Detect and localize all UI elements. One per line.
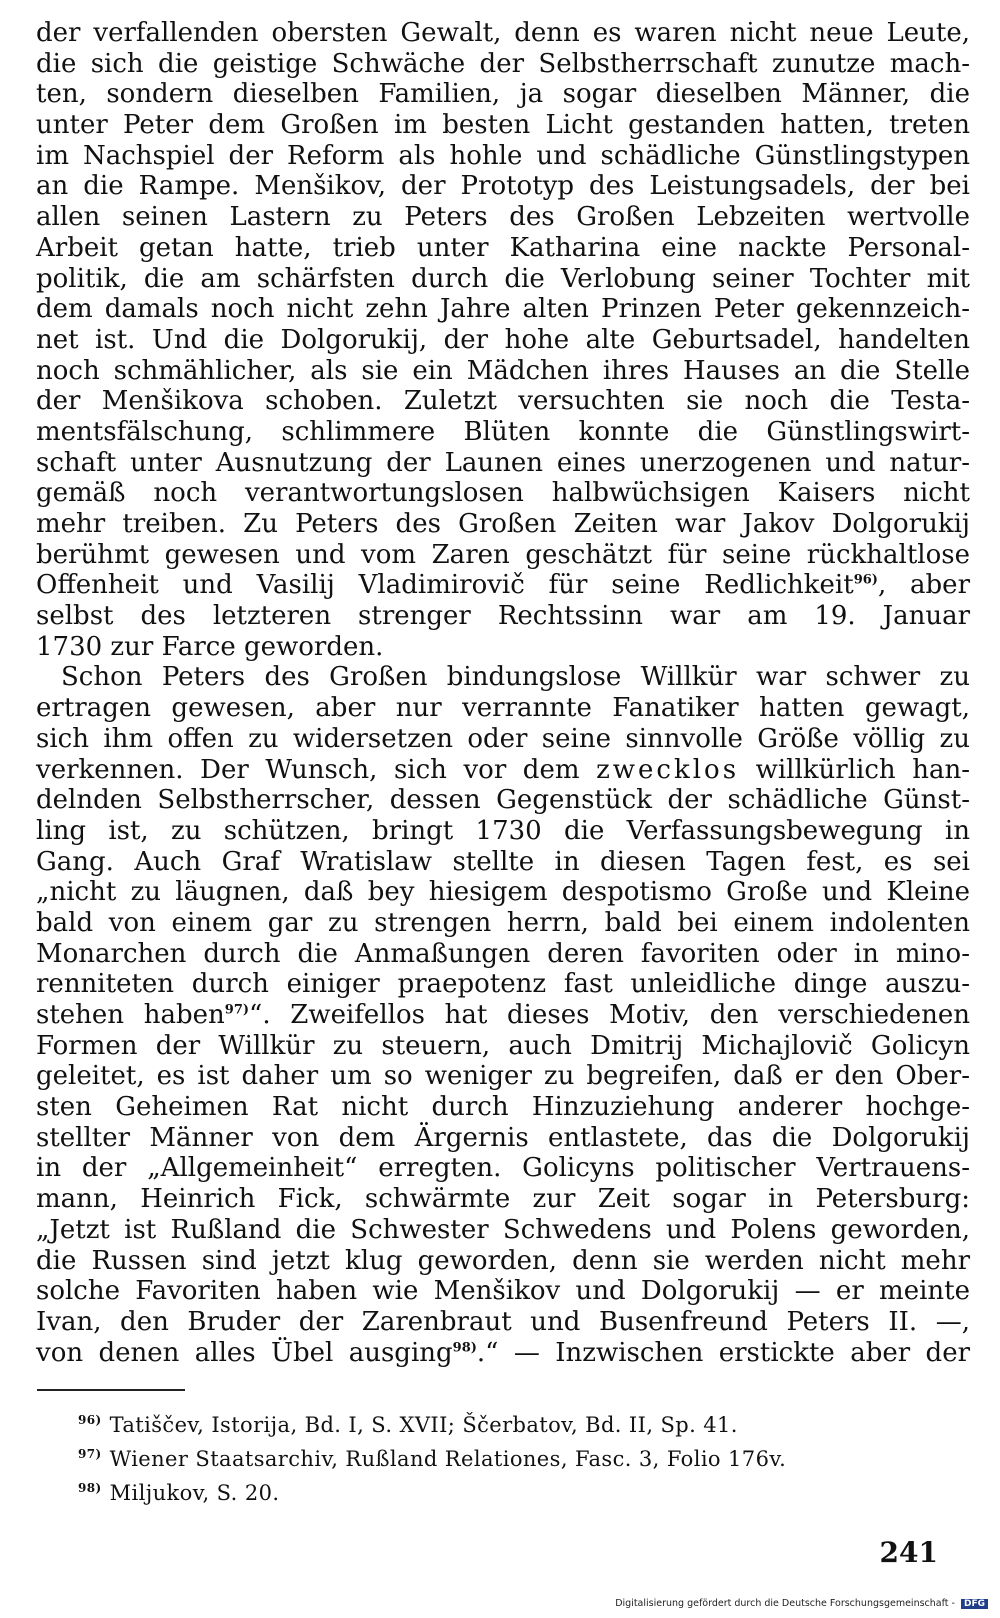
footnotes (78, 1406, 958, 1508)
text-line: mentsfälschung, schlimmere Blüten konnte die Günstlingswirt- (36, 416, 970, 447)
text-line: im Nachspiel der Reform als hohle und schädliche Günstlingstypen (36, 140, 970, 171)
dfg-logo: DFG (961, 1599, 988, 1609)
text-line: die Russen sind jetzt klug geworden, denn sie werden nicht mehr (36, 1245, 970, 1276)
text-line: solche Favoriten haben wie Menšikov und Dolgorukij — er meinte (36, 1276, 970, 1307)
text-line (36, 570, 970, 601)
text-line: ertragen gewesen, aber nur verrannte Fanatiker hatten gewagt, (36, 693, 970, 724)
text-line (36, 755, 970, 786)
text-line: stellter Männer von dem Ärgernis entlastete, das die Dolgorukij (36, 1122, 970, 1153)
text-line: Schon Peters des Großen bindungslose Willkür war schwer zu (61, 662, 970, 693)
text-line: renniteten durch einiger praepotenz fast unleidliche dinge auszu- (36, 969, 970, 1000)
text-line: Gang. Auch Graf Wratislaw stellte in diesen Tagen fest, es sei (36, 846, 970, 877)
text-line: unter Peter dem Großen im besten Licht gestanden hatten, treten (36, 110, 970, 141)
text-segment: stehen haben (36, 1000, 225, 1030)
text-line: noch schmählicher, als sie ein Mädchen ihres Hauses an die Stelle (36, 355, 970, 386)
text-line: Formen der Willkür zu steuern, auch Dmitrij Michajlovič Golicyn (36, 1030, 970, 1061)
footnote-text: Tatiščev, Istorija, Bd. I, S. XVII; Ščerbatov, Bd. II, Sp. 41. (109, 1413, 738, 1437)
footnote-text: Wiener Staatsarchiv, Rußland Relationes, Fasc. 3, Folio 176v. (109, 1447, 787, 1471)
text-line: Ivan, den Bruder der Zarenbraut und Busenfreund Peters II. —, (36, 1306, 970, 1337)
text-line: gemäß noch verantwortungslosen halbwüchsigen Kaisers nicht (36, 478, 970, 509)
paragraph-1-lines (36, 18, 970, 570)
footnote-number: 98) (78, 1481, 102, 1495)
footnote-96 (78, 1406, 958, 1440)
text-line: selbst des letzteren strenger Rechtssinn war am 19. Januar (36, 601, 970, 632)
text-line: dem damals noch nicht zehn Jahre alten Prinzen Peter gekennzeich- (36, 294, 970, 325)
text-line: mann, Heinrich Fick, schwärmte zur Zeit sogar in Petersburg: (36, 1184, 970, 1215)
text-line: 1730 zur Farce geworden. (36, 631, 384, 662)
emphasized-word: zwecklos (596, 754, 740, 785)
footnote-number: 96) (78, 1413, 102, 1427)
text-segment: , aber (877, 570, 970, 601)
text-line: schaft unter Ausnutzung der Launen eines unerzogenen und natur- (36, 447, 970, 478)
text-line: ten, sondern dieselben Familien, ja sogar dieselben Männer, die (36, 79, 970, 110)
footnote-number: 97) (78, 1447, 102, 1461)
credit-text: Digitalisierung gefördert durch die Deutsche Forschungsgemeinschaft (615, 1598, 949, 1609)
text-line: „Jetzt ist Rußland die Schwester Schwedens und Polens geworden, (36, 1214, 970, 1245)
text-line: allen seinen Lastern zu Peters des Großen Lebzeiten wertvolle (36, 202, 970, 233)
footnote-ref-96[interactable]: 96) (853, 572, 878, 588)
text-segment: willkürlich han- (739, 754, 970, 785)
text-line: geleitet, es ist daher um so weniger zu begreifen, daß er den Ober- (36, 1061, 970, 1092)
text-segment: .“ — Inzwischen erstickte aber der (476, 1337, 971, 1368)
text-line: der verfallenden obersten Gewalt, denn es waren nicht neue Leute, (36, 18, 970, 48)
footnote-ref-97[interactable]: 97) (224, 1002, 250, 1018)
text-segment: Offenheit und Vasilij Vladimirovič für seine Redlichkeit (36, 570, 854, 601)
text-segment: verkennen. Der Wunsch, sich vor dem (36, 754, 597, 785)
footnote-divider (37, 1389, 185, 1391)
text-segment: “. Zweifellos hat dieses Motiv, den verschiedenen (249, 1000, 970, 1030)
text-line: ling ist, zu schützen, bringt 1730 die Verfassungsbewegung in (36, 815, 970, 846)
credit-separator: - (948, 1598, 958, 1609)
footnote-98 (78, 1474, 958, 1508)
text-line (36, 1338, 970, 1369)
digitization-credit (615, 1598, 988, 1609)
footnote-text: Miljukov, S. 20. (109, 1481, 280, 1505)
paragraph-2-lines-a (36, 662, 970, 754)
text-line: sich ihm offen zu widersetzen oder seine sinnvolle Größe völlig zu (36, 723, 970, 754)
footnote-ref-98[interactable]: 98) (452, 1339, 477, 1355)
text-line: delnden Selbstherrscher, dessen Gegenstück der schädliche Günst- (36, 785, 970, 816)
text-line: politik, die am schärfsten durch die Verlobung seiner Tochter mit (36, 263, 970, 294)
text-line: net ist. Und die Dolgorukij, der hohe alte Geburtsadel, handelten (36, 324, 970, 355)
page-number: 241 (879, 1536, 938, 1569)
text-line: mehr treiben. Zu Peters des Großen Zeiten war Jakov Dolgorukij (36, 509, 970, 539)
text-line: berühmt gewesen und vom Zaren geschätzt für seine rückhaltlose (36, 539, 970, 570)
text-line: der Menšikova schoben. Zuletzt versuchten sie noch die Testa- (36, 386, 970, 417)
text-line: in der „Allgemeinheit“ erregten. Golicyns politischer Vertrauens- (36, 1153, 970, 1184)
text-line: die sich die geistige Schwäche der Selbstherrschaft zunutze mach- (36, 48, 970, 79)
text-line: an die Rampe. Menšikov, der Prototyp des Leistungsadels, der bei (36, 171, 970, 202)
text-line: Monarchen durch die Anmaßungen deren favoriten oder in mino- (36, 938, 970, 969)
text-line: sten Geheimen Rat nicht durch Hinzuziehung anderer hochge- (36, 1092, 970, 1123)
text-line: bald von einem gar zu strengen herrn, bald bei einem indolenten (36, 907, 970, 938)
text-line (36, 1000, 970, 1031)
body-text (36, 18, 970, 1368)
paragraph-2-lines-c (36, 1031, 970, 1338)
paragraph-2-lines-b (36, 785, 970, 1000)
text-segment: von denen alles Übel ausging (36, 1337, 453, 1368)
footnote-97 (78, 1440, 958, 1474)
text-line: Arbeit getan hatte, trieb unter Katharina eine nackte Personal- (36, 232, 970, 263)
text-line: „nicht zu läugnen, daß bey hiesigem despotismo Große und Kleine (36, 877, 970, 908)
